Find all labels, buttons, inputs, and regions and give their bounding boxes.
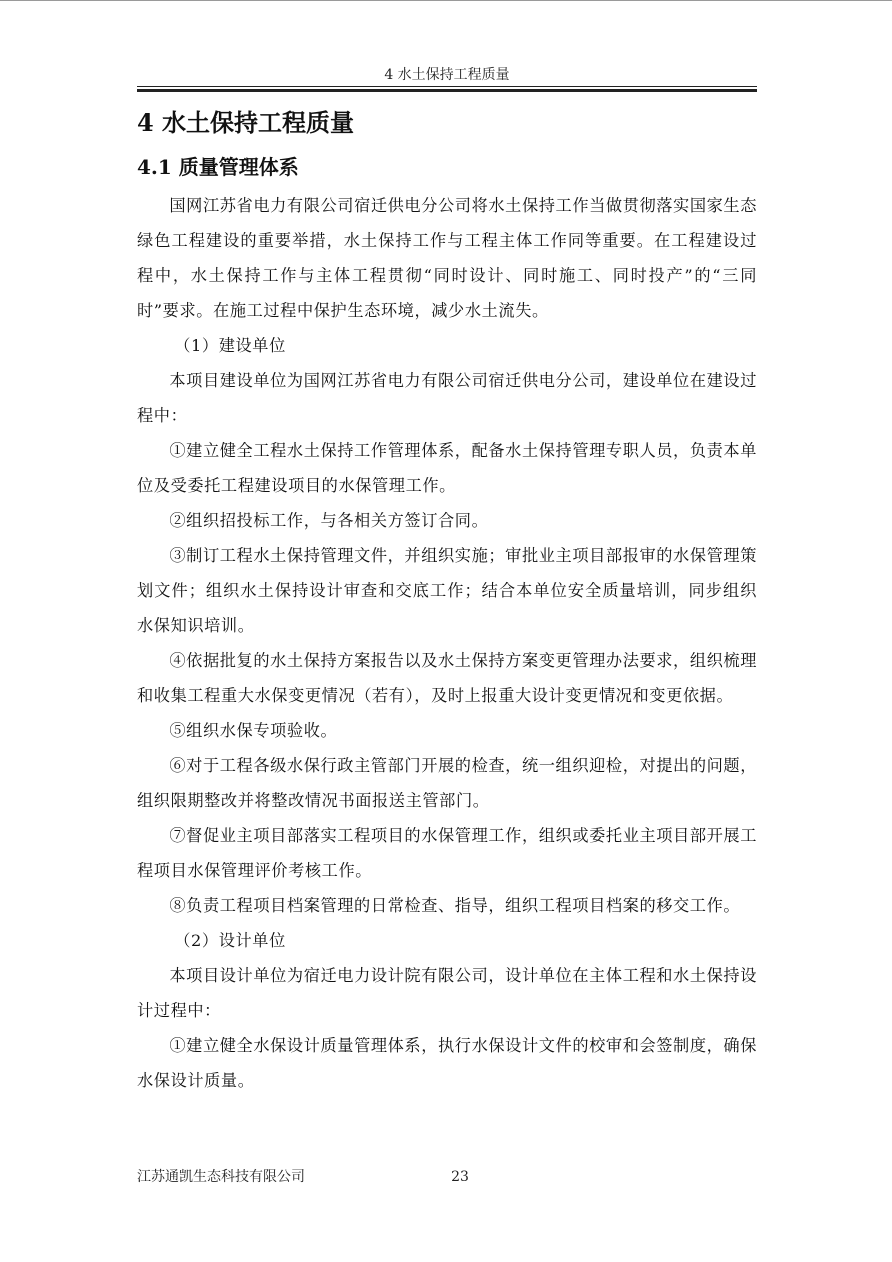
header-rule-thick [137,89,757,92]
list-item-5: ⑤组织水保专项验收。 [169,721,338,740]
list-item-4: ④依据批复的水土保持方案报告以及水土保持方案变更管理办法要求，组织梳理和收集工程重大水保变更情况（若有），及时上报重大设计变更情况和变更依据。 [137,651,757,705]
list-item-7: ⑦督促业主项目部落实工程项目的水保管理工作，组织或委托业主项目部开展工程项目水保管理评价考核工作。 [137,826,757,880]
intro-paragraph: 国网江苏省电力有限公司宿迁供电分公司将水土保持工作当做贯彻落实国家生态绿色工程建设的重要举措，水土保持工作与工程主体工作同等重要。在工程建设过程中，水土保持工作与主体工程贯彻“同时设计、同时施工、同时投产”的“三同时”要求。在施工过程中保护生态环境，减少水土流失。 [137,196,757,320]
list-item-2: ②组织招投标工作，与各相关方签订合同。 [169,511,489,530]
list-item-1: ①建立健全工程水土保持工作管理体系，配备水土保持管理专职人员，负责本单位及受委托工程建设项目的水保管理工作。 [137,441,757,495]
section-title: 4.1 质量管理体系 [137,155,299,179]
paragraph-design-unit: 本项目设计单位为宿迁电力设计院有限公司，设计单位在主体工程和水土保持设计过程中： [137,966,757,1020]
list-item-8: ⑧负责工程项目档案管理的日常检查、指导，组织工程项目档案的移交工作。 [169,896,741,915]
document-body [137,106,757,1098]
list-item-6: ⑥对于工程各级水保行政主管部门开展的检查，统一组织迎检，对提出的问题，组织限期整改并将整改情况书面报送主管部门。 [137,756,757,810]
paragraph-construction-unit: 本项目建设单位为国网江苏省电力有限公司宿迁供电分公司，建设单位在建设过程中： [137,371,757,425]
footer-company: 江苏通凯生态科技有限公司 [137,1169,305,1185]
chapter-title: 4 水土保持工程质量 [137,108,355,137]
running-header: 4 水土保持工程质量 [384,67,510,83]
header-rule-thin [137,86,757,87]
subheading-design-unit: （2）设计单位 [174,931,286,950]
list-item-3: ③制订工程水土保持管理文件，并组织实施；审批业主项目部报审的水保管理策划文件；组织水土保持设计审查和交底工作；结合本单位安全质量培训，同步组织水保知识培训。 [137,546,757,635]
subheading-construction-unit: （1）建设单位 [174,336,286,355]
design-list-item-1: ①建立健全水保设计质量管理体系，执行水保设计文件的校审和会签制度，确保水保设计质量。 [137,1036,757,1090]
page-top-border [0,0,892,1]
page-number: 23 [451,1169,469,1185]
